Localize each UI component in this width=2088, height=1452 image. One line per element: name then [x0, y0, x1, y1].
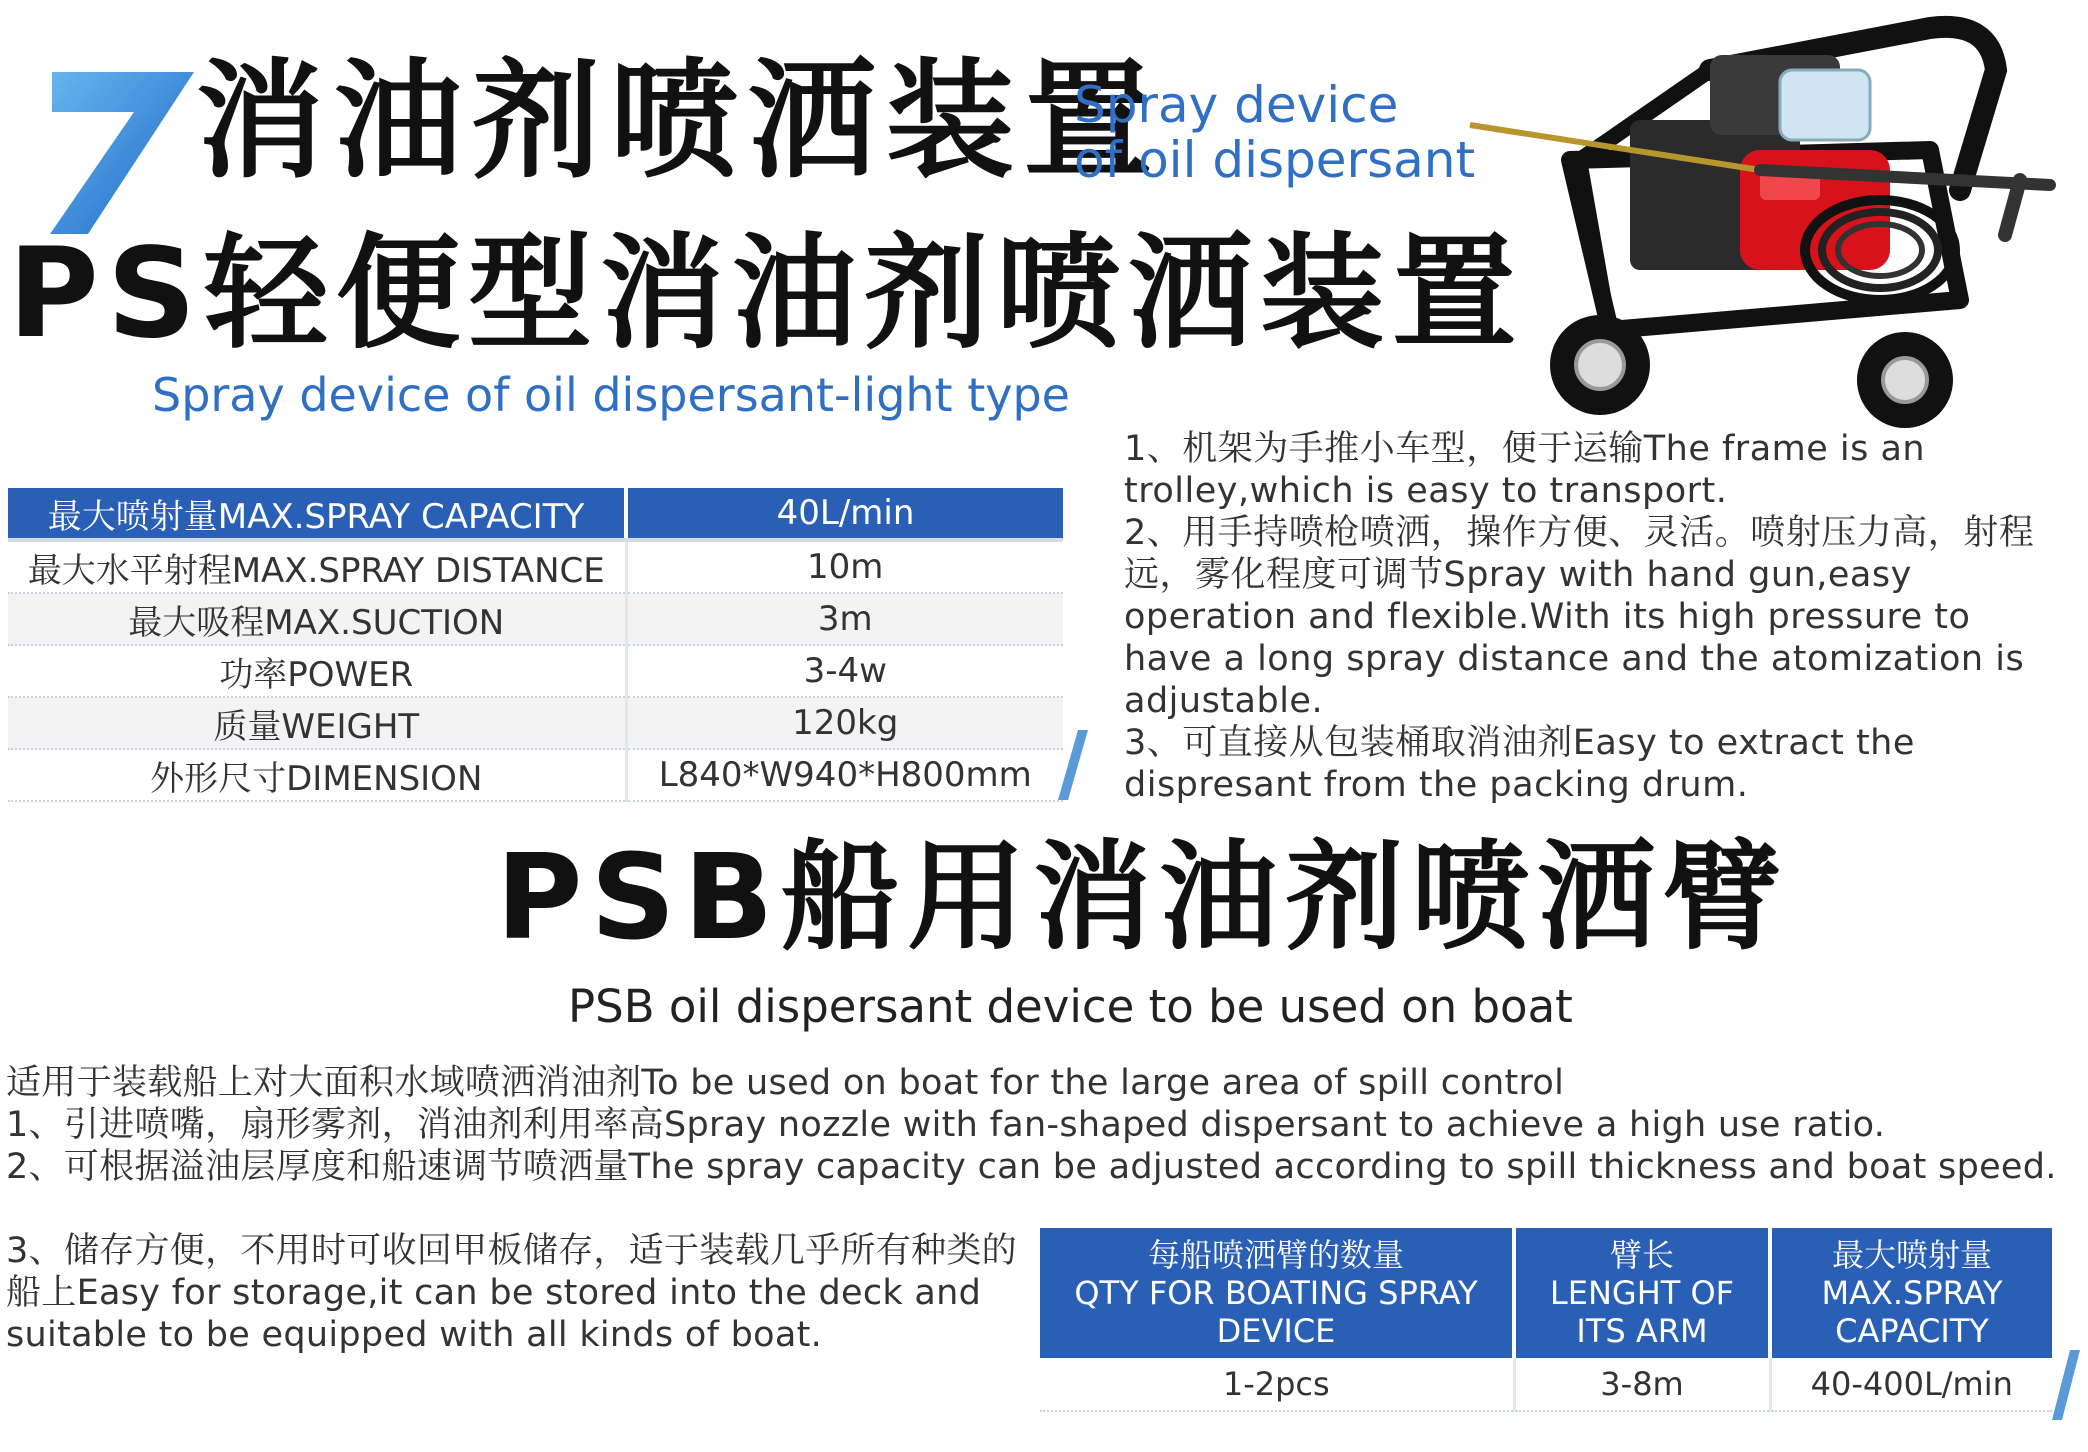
ps-product-subtitle: Spray device of oil dispersant-light type — [152, 368, 1070, 422]
spec-value: 40L/min — [626, 488, 1063, 540]
header-cn: 臂长 — [1609, 1236, 1674, 1274]
title-en-line1: Spray device — [1074, 76, 1399, 134]
spec-value: L840*W940*H800mm — [626, 749, 1063, 801]
spec-label: 功率POWER — [8, 645, 626, 697]
spec-label: 最大水平射程MAX.SPRAY DISTANCE — [8, 540, 626, 593]
feature-item: 1、机架为手推小车型，便于运输The frame is an trolley,which is easy to transport. — [1124, 429, 1926, 511]
header-en: LENGHT OF ITS ARM — [1549, 1274, 1735, 1350]
feature-item: 3、可直接从包装桶取消油剂Easy to extract the dispresant from the packing drum. — [1124, 723, 1915, 805]
ps-spec-table — [8, 488, 1063, 802]
psb-description — [6, 1062, 2076, 1188]
table-corner-accent — [2050, 1350, 2080, 1420]
header-cn: 每船喷洒臂的数量 — [1147, 1236, 1404, 1274]
ps-product-title: PS轻便型消油剂喷洒装置 — [8, 222, 1525, 366]
ps-feature-list — [1124, 428, 2044, 806]
spec-row — [8, 645, 1063, 697]
spec-value: 10m — [626, 540, 1063, 593]
spec-row — [8, 540, 1063, 593]
psb-spec-table — [1040, 1228, 2052, 1412]
spec-label: 最大喷射量MAX.SPRAY CAPACITY — [8, 488, 626, 540]
psb-point: 3、储存方便，不用时可收回甲板储存，适于装载几乎所有种类的船上Easy for storage,it can be stored into the deck and suitable to be equipped with all kinds of boat. — [6, 1231, 1017, 1355]
trolley-sprayer-image — [1460, 0, 2060, 430]
psb-intro-text: 适用于装载船上对大面积水域喷洒消油剂To be used on boat for the large area of spill control — [6, 1063, 1565, 1103]
spec-row — [8, 749, 1063, 801]
spec-label: 外形尺寸DIMENSION — [8, 749, 626, 801]
psb-capacity-value: 40-400L/min — [1770, 1358, 2052, 1411]
page-title: 消油剂喷洒装置 — [196, 47, 1163, 196]
psb-product-title: PSB船用消油剂喷洒臂 — [496, 828, 1790, 966]
spec-label: 质量WEIGHT — [8, 697, 626, 749]
spec-value: 120kg — [626, 697, 1063, 749]
psb-qty-value: 1-2pcs — [1040, 1358, 1514, 1411]
spec-value: 3-4w — [626, 645, 1063, 697]
spec-label: 最大吸程MAX.SUCTION — [8, 593, 626, 645]
psb-point: 1、引进喷嘴，扇形雾剂，消油剂利用率高Spray nozzle with fan-shaped dispersant to achieve a high use ratio. — [6, 1105, 1886, 1145]
header-en: QTY FOR BOATING SPRAY DEVICE — [1074, 1274, 1478, 1350]
psb-header-qty — [1040, 1228, 1514, 1358]
psb-header-arm-length — [1514, 1228, 1770, 1358]
psb-table-header-row — [1040, 1228, 2052, 1358]
title-en-line2: of oil dispersant — [1074, 131, 1476, 189]
spec-row — [8, 488, 1063, 540]
spec-value: 3m — [626, 593, 1063, 645]
header-en: MAX.SPRAY CAPACITY — [1821, 1274, 2003, 1350]
header-cn: 最大喷射量 — [1831, 1236, 1992, 1274]
psb-header-capacity — [1770, 1228, 2052, 1358]
psb-arm-length-value: 3-8m — [1514, 1358, 1770, 1411]
psb-point-storage — [6, 1230, 1026, 1356]
table-row — [1040, 1358, 2052, 1411]
section-number-seven-mark — [48, 66, 198, 236]
spec-row — [8, 593, 1063, 645]
feature-item: 2、用手持喷枪喷洒，操作方便、灵活。喷射压力高，射程远，雾化程度可调节Spray with hand gun,easy operation and flexible.With its high pressure to have a long spray distance and the atomization is adjustable. — [1124, 513, 2035, 721]
page-title-english — [1074, 78, 1475, 188]
psb-product-subtitle: PSB oil dispersant device to be used on boat — [568, 980, 1573, 1033]
table-corner-accent — [1056, 730, 1088, 800]
psb-point: 2、可根据溢油层厚度和船速调节喷洒量The spray capacity can be adjusted according to spill thickness and boat speed. — [6, 1147, 2057, 1187]
spec-row — [8, 697, 1063, 749]
